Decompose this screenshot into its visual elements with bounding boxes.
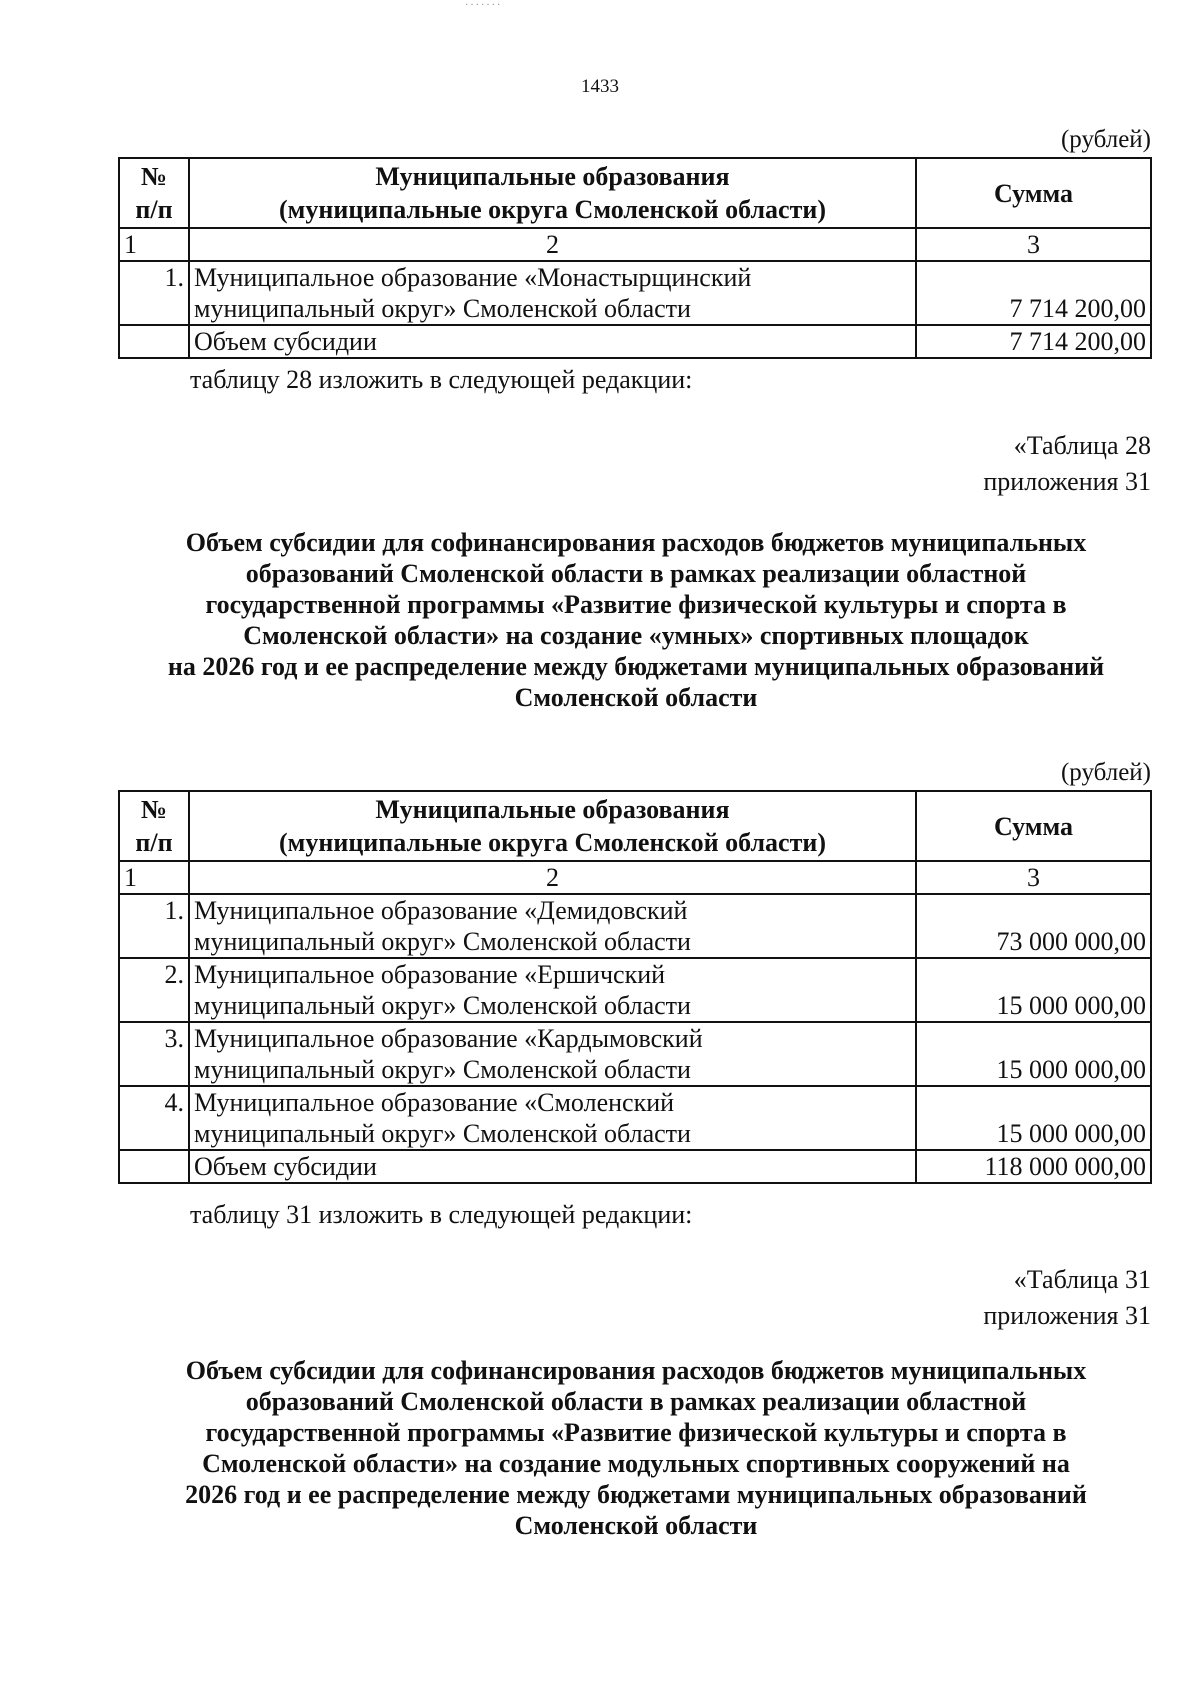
total-row (119, 325, 1151, 358)
table-header-row (119, 158, 1151, 228)
row-sum: 15 000 000,00 (916, 958, 1151, 1022)
instruction-text: таблицу 31 изложить в следующей редакции: (190, 1200, 693, 1229)
table-reference (983, 428, 1151, 500)
row-name (189, 261, 916, 325)
row-num: 4. (119, 1086, 189, 1150)
row-sum: 73 000 000,00 (916, 894, 1151, 958)
row-name (189, 958, 916, 1022)
table-reference-line1: «Таблица 31 (1013, 1265, 1151, 1294)
title-line: Смоленской области (514, 1511, 758, 1540)
name-header-line1: Муниципальные образования (375, 795, 730, 824)
row-name-line2: муниципальный округ» Смоленской области (194, 294, 691, 323)
name-header (189, 791, 916, 861)
table-reference (983, 1262, 1151, 1334)
title-line: образований Смоленской области в рамках реализации областной (245, 1387, 1027, 1416)
scan-artifact: ······· (465, 0, 503, 11)
row-name-line2: муниципальный округ» Смоленской области (194, 1119, 691, 1148)
title-line: Смоленской области» на создание модульных спортивных сооружений на (202, 1449, 1070, 1478)
col-number: 3 (916, 228, 1151, 261)
subsidy-table-28 (118, 790, 1152, 1184)
title-line: на 2026 год и ее распределение между бюджетами муниципальных образований (167, 652, 1105, 681)
table-row (119, 894, 1151, 958)
row-num: 2. (119, 958, 189, 1022)
total-num (119, 1150, 189, 1183)
table-header-row (119, 791, 1151, 861)
table-reference-line1: «Таблица 28 (1013, 431, 1151, 460)
row-num: 1. (119, 894, 189, 958)
instruction-text: таблицу 28 изложить в следующей редакции: (190, 365, 693, 394)
table-title (100, 527, 1172, 713)
title-line: государственной программы «Развитие физической культуры и спорта в (205, 590, 1067, 619)
row-name-line1: Муниципальное образование «Кардымовский (194, 1024, 703, 1053)
title-line: Смоленской области (514, 683, 758, 712)
table-reference-line2: приложения 31 (983, 1301, 1151, 1330)
page-number: 1433 (581, 76, 619, 97)
row-name (189, 1086, 916, 1150)
table-row (119, 958, 1151, 1022)
row-name-line2: муниципальный округ» Смоленской области (194, 1055, 691, 1084)
total-row (119, 1150, 1151, 1183)
title-line: Смоленской области» на создание «умных» спортивных площадок (243, 621, 1029, 650)
num-header: № п/п (119, 791, 189, 861)
title-line: Объем субсидии для софинансирования расходов бюджетов муниципальных (185, 1356, 1087, 1385)
row-sum: 7 714 200,00 (916, 261, 1151, 325)
units-label: (рублей) (1060, 126, 1151, 153)
column-number-row (119, 861, 1151, 894)
table-reference-line2: приложения 31 (983, 467, 1151, 496)
total-sum: 7 714 200,00 (916, 325, 1151, 358)
units-label: (рублей) (1060, 759, 1151, 786)
num-header: № п/п (119, 158, 189, 228)
sum-header: Сумма (916, 158, 1151, 228)
col-number: 1 (119, 861, 189, 894)
title-line: образований Смоленской области в рамках реализации областной (245, 559, 1027, 588)
sum-header: Сумма (916, 791, 1151, 861)
total-sum: 118 000 000,00 (916, 1150, 1151, 1183)
row-sum: 15 000 000,00 (916, 1086, 1151, 1150)
subsidy-table-prev (118, 157, 1152, 359)
table-row (119, 261, 1151, 325)
name-header-line2: (муниципальные округа Смоленской области) (278, 195, 826, 224)
total-num (119, 325, 189, 358)
col-number: 2 (189, 861, 916, 894)
table-row (119, 1022, 1151, 1086)
row-name-line1: Муниципальное образование «Ершичский (194, 960, 666, 989)
table-row (119, 1086, 1151, 1150)
row-sum: 15 000 000,00 (916, 1022, 1151, 1086)
title-line: 2026 год и ее распределение между бюджетами муниципальных образований (185, 1480, 1087, 1509)
col-number: 1 (119, 228, 189, 261)
row-num: 3. (119, 1022, 189, 1086)
row-num: 1. (119, 261, 189, 325)
column-number-row (119, 228, 1151, 261)
row-name-line1: Муниципальное образование «Монастырщинский (194, 263, 752, 292)
table-title (100, 1355, 1172, 1541)
col-number: 3 (916, 861, 1151, 894)
row-name-line1: Муниципальное образование «Смоленский (194, 1088, 675, 1117)
col-number: 2 (189, 228, 916, 261)
name-header (189, 158, 916, 228)
total-label: Объем субсидии (189, 1150, 916, 1183)
title-line: Объем субсидии для софинансирования расходов бюджетов муниципальных (185, 528, 1087, 557)
row-name-line2: муниципальный округ» Смоленской области (194, 991, 691, 1020)
row-name (189, 894, 916, 958)
name-header-line2: (муниципальные округа Смоленской области) (278, 828, 826, 857)
name-header-line1: Муниципальные образования (375, 162, 730, 191)
total-label: Объем субсидии (189, 325, 916, 358)
row-name-line2: муниципальный округ» Смоленской области (194, 927, 691, 956)
row-name-line1: Муниципальное образование «Демидовский (194, 896, 688, 925)
title-line: государственной программы «Развитие физической культуры и спорта в (205, 1418, 1067, 1447)
row-name (189, 1022, 916, 1086)
